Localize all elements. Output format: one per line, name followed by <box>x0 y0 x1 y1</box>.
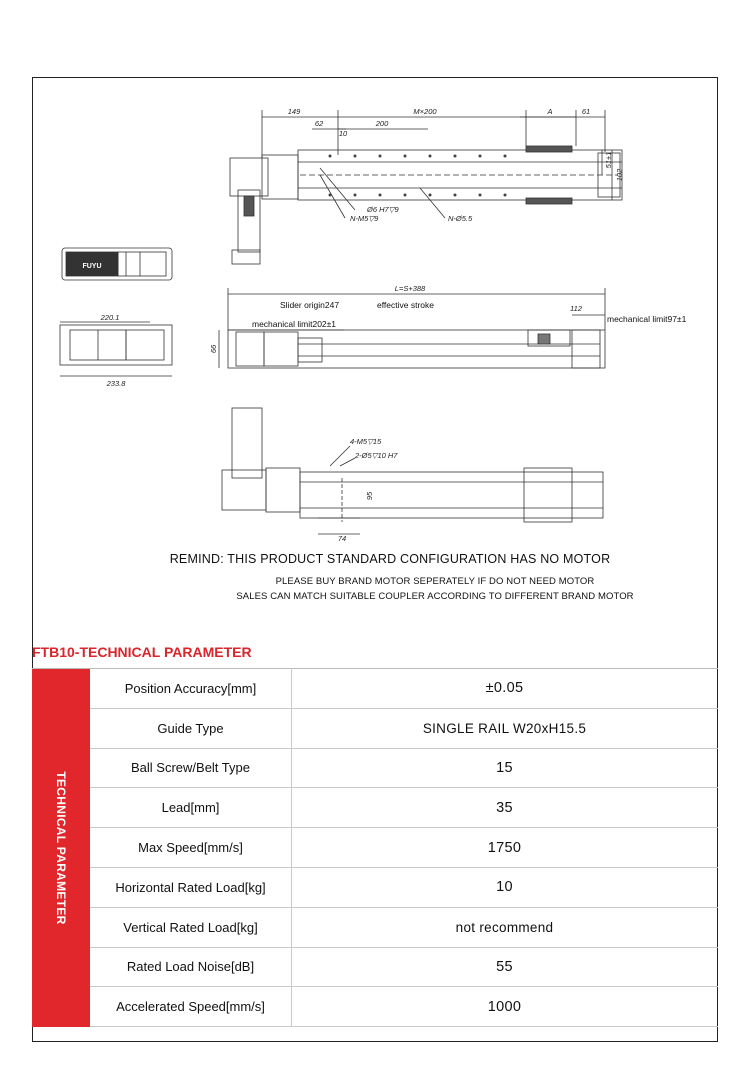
callout-dowel: Ø6 H7▽9 <box>367 205 399 214</box>
dim-102: 102 <box>615 168 624 182</box>
dim-149: 149 <box>287 107 301 116</box>
param-label: Ball Screw/Belt Type <box>90 749 292 788</box>
dim-51: 51±1 <box>604 151 613 169</box>
param-label: Max Speed[mm/s] <box>90 828 292 867</box>
table-row <box>90 948 718 988</box>
dim-62: 62 <box>314 119 324 128</box>
parameter-table <box>32 668 718 1027</box>
dim-61: 61 <box>581 107 591 116</box>
param-label: Horizontal Rated Load[kg] <box>90 868 292 907</box>
param-label: Accelerated Speed[mm/s] <box>90 987 292 1026</box>
table-row <box>90 709 718 749</box>
table-row <box>90 987 718 1027</box>
dim-220: 220.1 <box>100 313 120 322</box>
param-value: not recommend <box>455 919 554 935</box>
param-value: 15 <box>496 759 513 776</box>
callout-m5: 4-M5▽15 <box>350 437 382 446</box>
param-value: ±0.05 <box>485 680 524 697</box>
remind-sub1: PLEASE BUY BRAND MOTOR SEPERATELY IF DO NOT NEED MOTOR <box>275 576 595 587</box>
motor-end-view <box>60 322 172 376</box>
dim-74: 74 <box>337 534 347 543</box>
remind-sub2: SALES CAN MATCH SUITABLE COUPLER ACCORDING TO DIFFERENT BRAND MOTOR <box>236 591 634 602</box>
param-label: Position Accuracy[mm] <box>90 669 292 708</box>
dim-overall: L=S+388 <box>394 284 426 293</box>
label-mech-limit-right: mechanical limit97±1 <box>607 314 687 324</box>
label-mech-limit-left: mechanical limit202±1 <box>252 319 337 329</box>
callout-h7: 2-Ø5▽10 H7 <box>355 451 398 460</box>
table-row <box>90 828 718 868</box>
parameter-rows <box>90 669 718 1027</box>
side-label <box>32 669 90 1027</box>
remind-main: REMIND: THIS PRODUCT STANDARD CONFIGURATION HAS NO MOTOR <box>169 552 611 566</box>
dim-95: 95 <box>365 491 374 501</box>
dim-a: A <box>547 107 553 116</box>
section-title: FTB10-TECHNICAL PARAMETER <box>32 644 252 660</box>
dim-66: 66 <box>209 344 218 354</box>
param-value: SINGLE RAIL W20xH15.5 <box>422 720 587 736</box>
dim-200: 200 <box>375 119 389 128</box>
table-row <box>90 749 718 789</box>
dim-233: 233.8 <box>106 379 126 388</box>
table-row <box>90 868 718 908</box>
param-value: 1750 <box>487 839 522 856</box>
table-row <box>90 788 718 828</box>
param-value: 1000 <box>487 998 522 1015</box>
callout-holes: N-Ø5.5 <box>448 214 473 223</box>
param-label: Guide Type <box>90 709 292 748</box>
param-value: 55 <box>496 958 513 975</box>
dim-10: 10 <box>338 129 348 138</box>
label-effective-stroke: effective stroke <box>377 300 435 310</box>
dim-112: 112 <box>570 304 582 313</box>
param-label: Lead[mm] <box>90 788 292 827</box>
table-row <box>90 908 718 948</box>
table-row <box>90 669 718 709</box>
label-slider-origin: Slider origin247 <box>280 300 340 310</box>
dim-mx200: M×200 <box>413 107 437 116</box>
side-label-text: TECHNICAL PARAMETER <box>54 771 68 925</box>
motor-iso-view <box>62 248 172 280</box>
top-view <box>230 110 622 264</box>
bottom-view <box>222 408 603 534</box>
param-value: 10 <box>496 879 513 896</box>
motor-logo: FUYU <box>82 263 102 270</box>
param-label: Rated Load Noise[dB] <box>90 948 292 987</box>
callout-thread: N-M5▽9 <box>350 214 379 223</box>
param-value: 35 <box>496 799 513 816</box>
param-label: Vertical Rated Load[kg] <box>90 908 292 947</box>
